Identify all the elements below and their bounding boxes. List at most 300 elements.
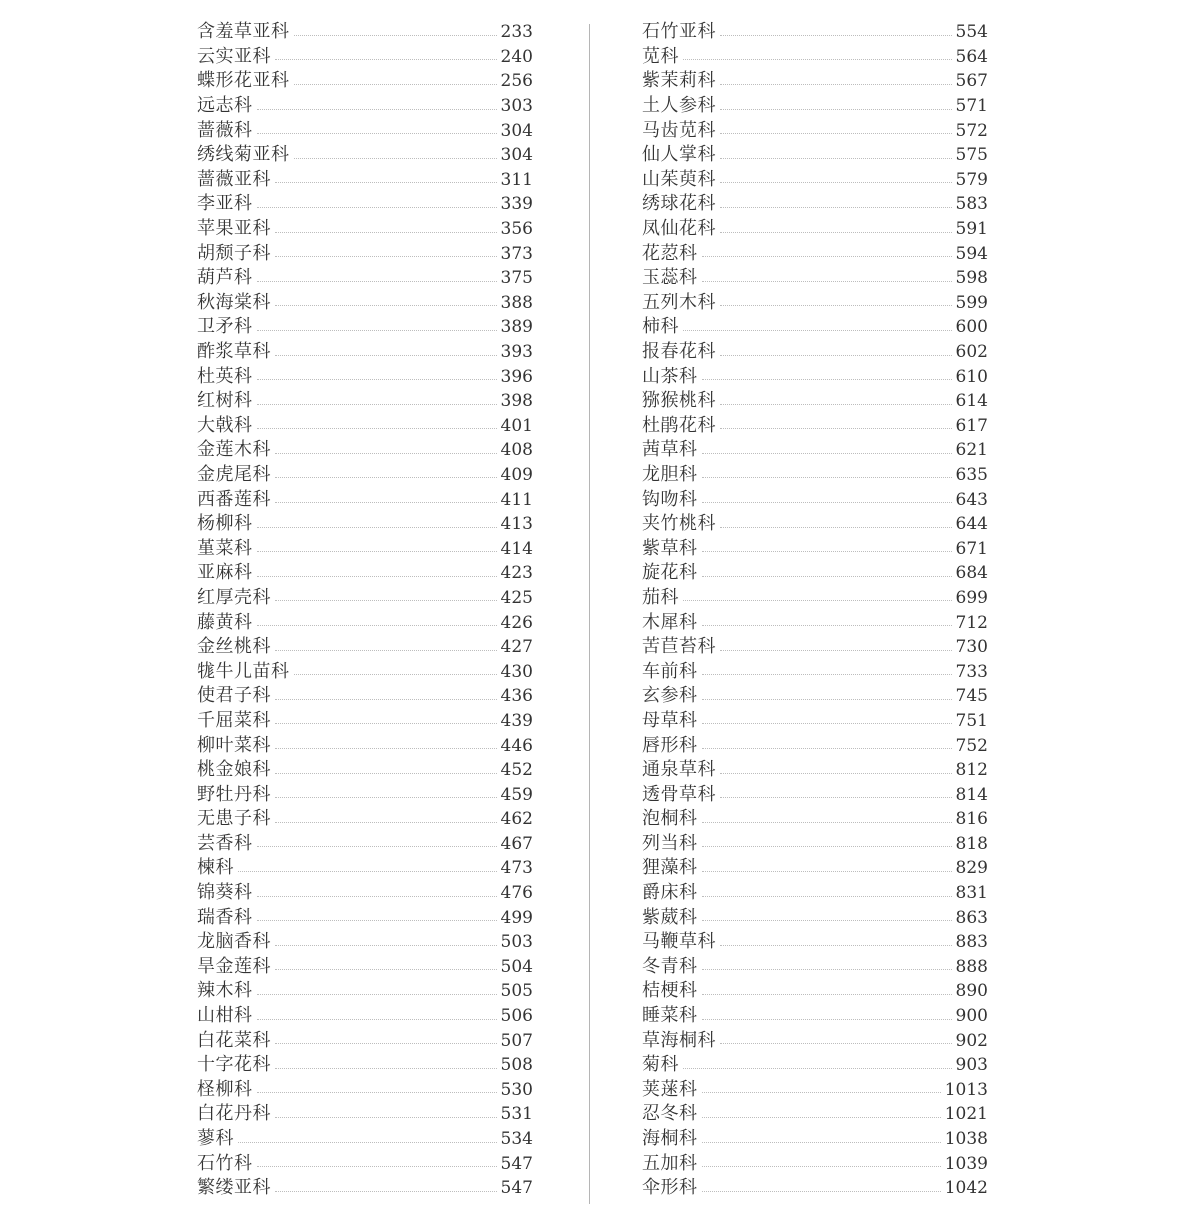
index-entry [197, 266, 533, 291]
dotted-leader [702, 625, 952, 626]
dotted-leader [720, 158, 952, 159]
dotted-leader [275, 182, 497, 183]
dotted-leader [275, 773, 497, 774]
entry-name: 土人参科 [642, 95, 716, 117]
entry-page-number: 863 [955, 907, 988, 928]
entry-page-number: 467 [500, 833, 533, 854]
entry-page-number: 430 [500, 661, 533, 682]
dotted-leader [275, 232, 497, 233]
entry-page-number: 423 [500, 563, 533, 584]
index-entry [197, 241, 533, 266]
entry-page-number: 446 [500, 735, 533, 756]
entry-name: 柽柳科 [197, 1078, 253, 1100]
entry-page-number: 256 [500, 71, 533, 92]
entry-name: 夹竹桃科 [642, 513, 716, 535]
dotted-leader [275, 453, 497, 454]
index-entry [197, 905, 533, 930]
entry-name: 通泉草科 [642, 759, 716, 781]
entry-name: 柿科 [642, 316, 679, 338]
entry-page-number: 1038 [944, 1129, 988, 1150]
entry-page-number: 567 [955, 71, 988, 92]
entry-name: 山茶科 [642, 365, 698, 387]
dotted-leader [702, 748, 952, 749]
dotted-leader [275, 502, 497, 503]
entry-page-number: 900 [955, 1006, 988, 1027]
index-entry [642, 807, 988, 832]
index-entry [642, 487, 988, 512]
entry-page-number: 829 [955, 858, 988, 879]
entry-name: 钩吻科 [642, 488, 698, 510]
index-entry [197, 955, 533, 980]
index-column-left [197, 20, 533, 1201]
entry-page-number: 507 [500, 1030, 533, 1051]
dotted-leader [720, 527, 952, 528]
entry-name: 仙人掌科 [642, 144, 716, 166]
entry-name: 狸藻科 [642, 857, 698, 879]
entry-name: 野牡丹科 [197, 783, 271, 805]
dotted-leader [275, 477, 497, 478]
entry-page-number: 751 [955, 710, 988, 731]
entry-page-number: 339 [500, 194, 533, 215]
entry-name: 云实亚科 [197, 45, 271, 67]
index-entry [642, 1176, 988, 1201]
index-entry [642, 881, 988, 906]
entry-page-number: 745 [955, 686, 988, 707]
index-entry [197, 487, 533, 512]
index-entry [642, 659, 988, 684]
dotted-leader [275, 945, 497, 946]
dotted-leader [702, 994, 952, 995]
entry-name: 木犀科 [642, 611, 698, 633]
dotted-leader [294, 674, 497, 675]
dotted-leader [702, 1117, 941, 1118]
index-entry [642, 1004, 988, 1029]
entry-name: 石竹科 [197, 1152, 253, 1174]
index-entry [197, 463, 533, 488]
index-entry [642, 192, 988, 217]
dotted-leader [275, 699, 497, 700]
entry-name: 龙脑香科 [197, 931, 271, 953]
entry-page-number: 426 [500, 612, 533, 633]
dotted-leader [275, 305, 497, 306]
entry-name: 胡颓子科 [197, 242, 271, 264]
entry-page-number: 398 [500, 391, 533, 412]
entry-name: 旋花科 [642, 562, 698, 584]
dotted-leader [257, 1166, 497, 1167]
entry-name: 泡桐科 [642, 808, 698, 830]
index-entry [642, 45, 988, 70]
dotted-leader [702, 1019, 952, 1020]
entry-page-number: 572 [955, 120, 988, 141]
dotted-leader [275, 1117, 497, 1118]
dotted-leader [275, 355, 497, 356]
entry-page-number: 413 [500, 514, 533, 535]
entry-page-number: 602 [955, 342, 988, 363]
index-entry [197, 635, 533, 660]
entry-name: 无患子科 [197, 808, 271, 830]
entry-page-number: 814 [955, 784, 988, 805]
dotted-leader [275, 969, 497, 970]
dotted-leader [720, 232, 952, 233]
index-entry [642, 1127, 988, 1152]
entry-page-number: 890 [955, 981, 988, 1002]
entry-page-number: 579 [955, 169, 988, 190]
entry-page-number: 614 [955, 391, 988, 412]
entry-page-number: 730 [955, 637, 988, 658]
entry-name: 伞形科 [642, 1177, 698, 1199]
entry-page-number: 233 [500, 22, 533, 43]
entry-name: 荚蒾科 [642, 1078, 698, 1100]
entry-name: 辣木科 [197, 980, 253, 1002]
entry-page-number: 311 [500, 169, 533, 190]
index-entry [197, 561, 533, 586]
index-entry [642, 536, 988, 561]
entry-page-number: 818 [955, 833, 988, 854]
index-entry [197, 364, 533, 389]
entry-name: 山茱萸科 [642, 168, 716, 190]
index-entry [197, 438, 533, 463]
index-entry [197, 192, 533, 217]
index-entry [642, 364, 988, 389]
entry-name: 绣球花科 [642, 193, 716, 215]
entry-name: 紫茉莉科 [642, 70, 716, 92]
index-entry [642, 782, 988, 807]
entry-page-number: 812 [955, 760, 988, 781]
entry-page-number: 621 [955, 440, 988, 461]
dotted-leader [257, 625, 497, 626]
entry-page-number: 411 [500, 489, 533, 510]
entry-page-number: 733 [955, 661, 988, 682]
entry-name: 茄科 [642, 586, 679, 608]
dotted-leader [702, 699, 952, 700]
dotted-leader [702, 576, 952, 577]
entry-name: 卫矛科 [197, 316, 253, 338]
index-entry [197, 1053, 533, 1078]
dotted-leader [257, 527, 497, 528]
entry-page-number: 409 [500, 464, 533, 485]
dotted-leader [257, 1092, 497, 1093]
index-entry [642, 733, 988, 758]
index-entry [197, 709, 533, 734]
entry-page-number: 503 [500, 932, 533, 953]
entry-name: 西番莲科 [197, 488, 271, 510]
index-entry [197, 610, 533, 635]
index-entry [642, 463, 988, 488]
index-entry [642, 610, 988, 635]
entry-name: 藤黄科 [197, 611, 253, 633]
entry-name: 使君子科 [197, 685, 271, 707]
index-entry [197, 217, 533, 242]
entry-page-number: 375 [500, 268, 533, 289]
entry-name: 含羞草亚科 [197, 21, 290, 43]
entry-page-number: 643 [955, 489, 988, 510]
dotted-leader [720, 945, 952, 946]
dotted-leader [702, 1142, 941, 1143]
entry-name: 草海桐科 [642, 1029, 716, 1051]
index-entry [197, 389, 533, 414]
index-column-right [642, 20, 988, 1201]
index-entry [642, 118, 988, 143]
entry-page-number: 499 [500, 907, 533, 928]
dotted-leader [275, 1068, 497, 1069]
dotted-leader [720, 650, 952, 651]
index-entry [642, 315, 988, 340]
index-entry [642, 217, 988, 242]
index-entry [197, 684, 533, 709]
entry-name: 苋科 [642, 45, 679, 67]
entry-page-number: 408 [500, 440, 533, 461]
entry-page-number: 505 [500, 981, 533, 1002]
entry-page-number: 598 [955, 268, 988, 289]
entry-name: 金虎尾科 [197, 463, 271, 485]
entry-page-number: 462 [500, 809, 533, 830]
index-entry [197, 1028, 533, 1053]
index-entry [197, 536, 533, 561]
entry-page-number: 425 [500, 587, 533, 608]
entry-name: 玄参科 [642, 685, 698, 707]
index-entry [642, 69, 988, 94]
entry-page-number: 1042 [944, 1178, 988, 1199]
index-entry [642, 414, 988, 439]
index-entry [642, 1102, 988, 1127]
entry-page-number: 531 [500, 1104, 533, 1125]
dotted-leader [720, 305, 952, 306]
index-entry [642, 905, 988, 930]
entry-page-number: 831 [955, 883, 988, 904]
dotted-leader [275, 59, 497, 60]
entry-name: 白花丹科 [197, 1103, 271, 1125]
entry-name: 苦苣苔科 [642, 636, 716, 658]
index-entry [642, 168, 988, 193]
dotted-leader [720, 428, 952, 429]
entry-page-number: 888 [955, 956, 988, 977]
dotted-leader [702, 846, 952, 847]
dotted-leader [702, 1092, 941, 1093]
dotted-leader [683, 59, 952, 60]
entry-page-number: 389 [500, 317, 533, 338]
dotted-leader [294, 158, 497, 159]
index-entry [197, 733, 533, 758]
dotted-leader [720, 109, 952, 110]
entry-name: 桔梗科 [642, 980, 698, 1002]
entry-page-number: 591 [955, 219, 988, 240]
index-entry [197, 1078, 533, 1103]
entry-name: 蔷薇科 [197, 119, 253, 141]
dotted-leader [257, 330, 497, 331]
index-entry [197, 20, 533, 45]
entry-name: 金丝桃科 [197, 636, 271, 658]
entry-name: 繁缕亚科 [197, 1177, 271, 1199]
entry-page-number: 644 [955, 514, 988, 535]
entry-page-number: 575 [955, 145, 988, 166]
entry-name: 旱金莲科 [197, 955, 271, 977]
dotted-leader [257, 920, 497, 921]
entry-page-number: 600 [955, 317, 988, 338]
index-entry [197, 930, 533, 955]
entry-name: 芸香科 [197, 832, 253, 854]
dotted-leader [275, 723, 497, 724]
dotted-leader [257, 846, 497, 847]
dotted-leader [257, 428, 497, 429]
dotted-leader [257, 994, 497, 995]
index-entry [197, 315, 533, 340]
entry-name: 五加科 [642, 1152, 698, 1174]
index-entry [197, 1151, 533, 1176]
entry-name: 石竹亚科 [642, 21, 716, 43]
index-entry [642, 266, 988, 291]
entry-name: 大戟科 [197, 414, 253, 436]
entry-page-number: 388 [500, 292, 533, 313]
entry-name: 绣线菊亚科 [197, 144, 290, 166]
dotted-leader [702, 674, 952, 675]
entry-name: 茜草科 [642, 439, 698, 461]
entry-page-number: 414 [500, 538, 533, 559]
entry-name: 红树科 [197, 390, 253, 412]
dotted-leader [702, 256, 952, 257]
dotted-leader [294, 35, 497, 36]
entry-name: 菊科 [642, 1054, 679, 1076]
entry-page-number: 583 [955, 194, 988, 215]
dotted-leader [238, 871, 497, 872]
entry-name: 秋海棠科 [197, 291, 271, 313]
index-entry [642, 561, 988, 586]
entry-page-number: 439 [500, 710, 533, 731]
entry-page-number: 599 [955, 292, 988, 313]
index-entry [197, 45, 533, 70]
dotted-leader [702, 453, 952, 454]
index-entry [642, 832, 988, 857]
entry-name: 五列木科 [642, 291, 716, 313]
entry-name: 柳叶菜科 [197, 734, 271, 756]
dotted-leader [720, 207, 952, 208]
entry-name: 堇菜科 [197, 537, 253, 559]
entry-page-number: 427 [500, 637, 533, 658]
dotted-leader [702, 822, 952, 823]
entry-name: 蓼科 [197, 1128, 234, 1150]
index-entry [642, 438, 988, 463]
entry-name: 列当科 [642, 832, 698, 854]
dotted-leader [720, 84, 952, 85]
entry-page-number: 554 [955, 22, 988, 43]
entry-name: 杜鹃花科 [642, 414, 716, 436]
entry-page-number: 534 [500, 1129, 533, 1150]
dotted-leader [720, 773, 952, 774]
dotted-leader [702, 969, 952, 970]
entry-name: 锦葵科 [197, 882, 253, 904]
entry-name: 猕猴桃科 [642, 390, 716, 412]
entry-name: 凤仙花科 [642, 218, 716, 240]
dotted-leader [275, 748, 497, 749]
entry-name: 楝科 [197, 857, 234, 879]
dotted-leader [720, 797, 952, 798]
index-entry [197, 782, 533, 807]
dotted-leader [257, 576, 497, 577]
index-entry [197, 340, 533, 365]
dotted-leader [702, 896, 952, 897]
entry-page-number: 508 [500, 1055, 533, 1076]
index-entry [642, 241, 988, 266]
entry-name: 杨柳科 [197, 513, 253, 535]
dotted-leader [702, 1191, 941, 1192]
dotted-leader [720, 35, 952, 36]
entry-name: 远志科 [197, 95, 253, 117]
index-entry [197, 807, 533, 832]
index-entry [197, 856, 533, 881]
entry-name: 葫芦科 [197, 267, 253, 289]
column-divider [589, 24, 590, 1204]
entry-name: 牻牛儿苗科 [197, 660, 290, 682]
index-entry [642, 1028, 988, 1053]
entry-name: 紫葳科 [642, 906, 698, 928]
entry-name: 马鞭草科 [642, 931, 716, 953]
index-entry [642, 291, 988, 316]
dotted-leader [720, 1043, 952, 1044]
entry-name: 金莲木科 [197, 439, 271, 461]
dotted-leader [257, 896, 497, 897]
dotted-leader [702, 920, 952, 921]
index-entry [197, 143, 533, 168]
entry-name: 报春花科 [642, 341, 716, 363]
entry-page-number: 752 [955, 735, 988, 756]
entry-page-number: 373 [500, 243, 533, 264]
entry-page-number: 684 [955, 563, 988, 584]
entry-page-number: 671 [955, 538, 988, 559]
index-entry [642, 930, 988, 955]
entry-page-number: 547 [500, 1178, 533, 1199]
entry-page-number: 1021 [944, 1104, 988, 1125]
entry-page-number: 610 [955, 366, 988, 387]
dotted-leader [275, 822, 497, 823]
entry-page-number: 506 [500, 1006, 533, 1027]
entry-page-number: 396 [500, 366, 533, 387]
index-entry [642, 635, 988, 660]
index-entry [642, 1151, 988, 1176]
index-entry [642, 1053, 988, 1078]
entry-name: 睡菜科 [642, 1005, 698, 1027]
dotted-leader [275, 797, 497, 798]
dotted-leader [702, 477, 952, 478]
entry-page-number: 473 [500, 858, 533, 879]
entry-page-number: 530 [500, 1079, 533, 1100]
index-entry [197, 832, 533, 857]
entry-page-number: 1039 [944, 1153, 988, 1174]
entry-page-number: 459 [500, 784, 533, 805]
entry-page-number: 436 [500, 686, 533, 707]
dotted-leader [257, 404, 497, 405]
dotted-leader [257, 281, 497, 282]
entry-name: 苹果亚科 [197, 218, 271, 240]
index-entry [642, 389, 988, 414]
entry-name: 酢浆草科 [197, 341, 271, 363]
entry-page-number: 303 [500, 96, 533, 117]
entry-page-number: 594 [955, 243, 988, 264]
index-entry [197, 1102, 533, 1127]
index-entry [197, 118, 533, 143]
index-entry [642, 684, 988, 709]
entry-name: 母草科 [642, 709, 698, 731]
dotted-leader [702, 723, 952, 724]
index-entry [642, 340, 988, 365]
dotted-leader [683, 1068, 952, 1069]
entry-page-number: 356 [500, 219, 533, 240]
index-entry [197, 414, 533, 439]
dotted-leader [294, 84, 497, 85]
index-entry [197, 1176, 533, 1201]
entry-name: 马齿苋科 [642, 119, 716, 141]
dotted-leader [257, 109, 497, 110]
entry-page-number: 883 [955, 932, 988, 953]
entry-name: 车前科 [642, 660, 698, 682]
